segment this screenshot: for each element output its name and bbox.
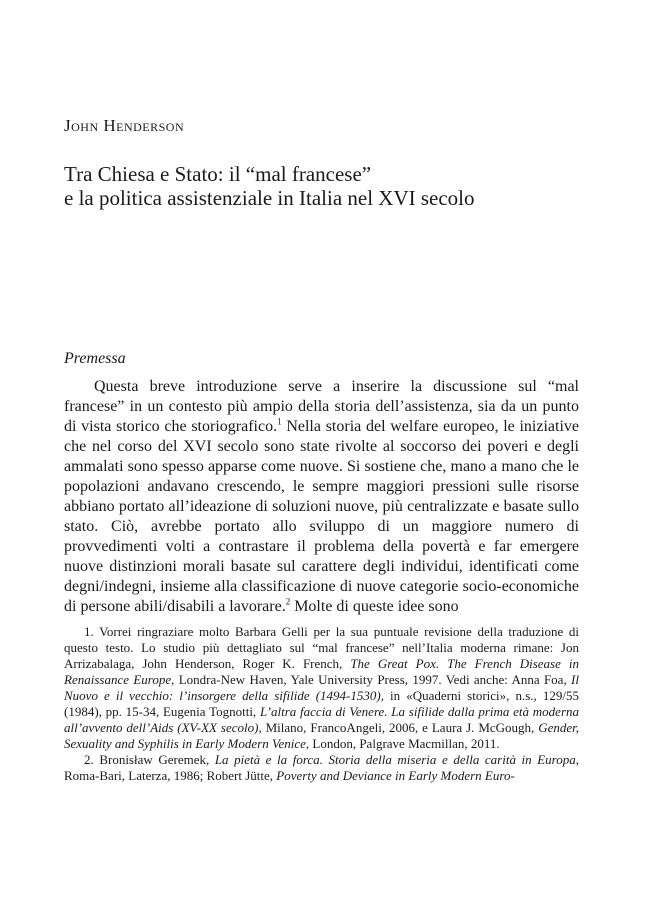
fn1-text: , Londra-New Haven, Yale University Press, 1997. Vedi anche: Anna Foa, [171,672,572,687]
fn1-text: , Milano, FrancoAngeli, 2006, e Laura J. McGough, [258,720,539,735]
article-title [64,162,584,210]
fn2-text: 2. Bronisław Geremek, [84,752,215,767]
author-name: John Henderson [64,116,185,135]
footnote-ref-2[interactable]: 2 [285,596,291,607]
fn1-text: 1. Vorrei ringraziare molto Barbara Gelli per la sua puntuale revisione della traduzione di questo testo. Lo studio più dettagliato sul “mal francese” nell’Italia moderna rimane: Jon Arrizabalaga, John Henderson, Roger K. French, [64,624,579,671]
fn1-title-altra-faccia: L’altra faccia di Venere. La sifilide dalla prima età moderna all’avvento dell’Aids (XV-XX secolo) [64,704,579,735]
fn1-text: , London, Palgrave Macmillan, 2011. [305,736,500,751]
body-text-part-3: Molte di queste idee sono [290,598,459,615]
fn2-text: , Roma-Bari, Laterza, 1986; Robert Jütte, [64,752,579,783]
fn1-text: , in «Quaderni storici», n.s., 129/55 (1984), pp. 15-34, Eugenia Tognotti, [64,688,579,719]
fn2-title-poverty-deviance: Poverty and Deviance in Early Modern Euro- [276,768,515,783]
title-line-2: e la politica assistenziale in Italia nel XVI secolo [64,186,475,210]
footnotes [64,624,579,784]
footnote-1 [64,624,579,752]
section-heading: Premessa [64,350,126,367]
body-text-part-2: Nella storia del welfare europeo, le iniziative che nel corso del XVI secolo sono state rivolte al soccorso dei poveri e degli ammalati sono spesso apparse come nuove. Si sostiene che, mano a mano che le popolazioni andavano crescendo, le sempre maggiori pressioni sulle risorse abbiano portato all’ideazione di soluzioni nuove, più centralizzate e basate sullo stato. Ciò, avrebbe portato allo sviluppo di un maggiore numero di provvedimenti volti a contrastare il problema della povertà e far emergere nuove distinzioni morali basate sul carattere degli individui, identificati come degni/indegni, insieme alla classificazione di nuove categorie socio-economiche di persone abili/disabili a lavorare. [64,418,580,615]
body-text-part-1: Questa breve introduzione serve a inserire la discussione sul “mal francese” in un contesto più ampio della storia dell’assistenza, sia da un punto di vista storico che storiografico. [64,378,579,435]
fn1-title-great-pox: The Great Pox. The French Disease in Renaissance Europe [64,656,579,687]
fn1-title-nuovo-vecchio: Il Nuovo e il vecchio: l’insorgere della sifilide (1494-1530) [64,672,579,703]
fn1-title-gender-sexuality: Gender, Sexuality and Syphilis in Early Modern Venice [64,720,580,751]
fn2-title-pieta-forca: La pietà e la forca. Storia della miseria e della carità in Europa [214,752,576,767]
title-line-1: Tra Chiesa e Stato: il “mal francese” [64,162,372,186]
body-paragraph [64,377,579,617]
footnote-ref-1[interactable]: 1 [277,416,282,427]
footnote-2 [64,752,579,784]
